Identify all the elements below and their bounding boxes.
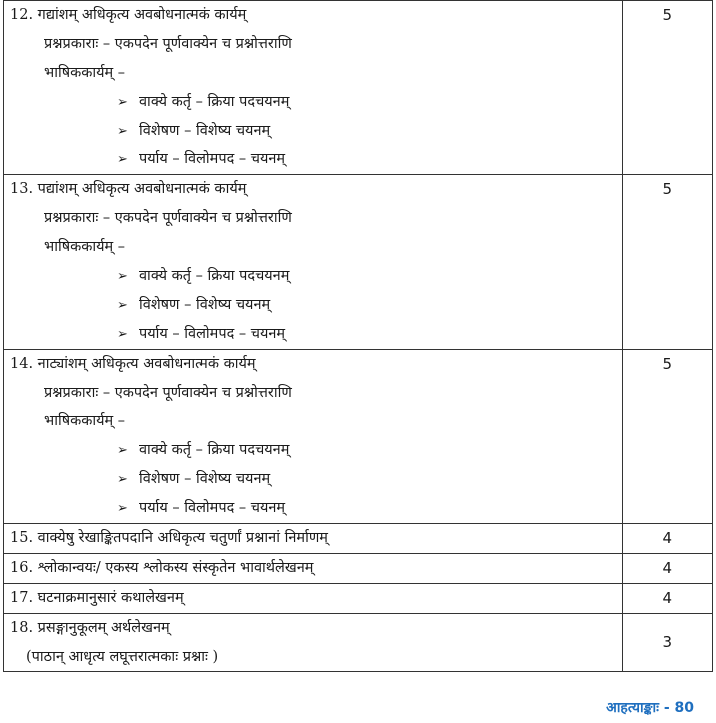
bullet-text: विशेषण – विशेष्य चयनम् [139, 296, 271, 313]
marks-cell [622, 349, 712, 523]
bullet-item [4, 465, 622, 494]
bullet-item [4, 88, 622, 117]
marks-value: 4 [662, 558, 673, 577]
marks-cell [622, 1, 712, 175]
question-types: प्रश्नप्रकाराः – एकपदेन पूर्णवाक्येन च प्रश्नोत्तराणि [44, 210, 292, 227]
section-row-14 [4, 349, 713, 523]
question-types: प्रश्नप्रकाराः – एकपदेन पूर्णवाक्येन च प्रश्नोत्तराणि [44, 384, 292, 401]
bullet-item [4, 117, 622, 146]
marks-value: 5 [662, 354, 673, 373]
arrowhead-bullet-icon: ➢ [117, 443, 128, 459]
section-row-12 [4, 1, 713, 175]
bullet-text: वाक्ये कर्तृ – क्रिया पदचयनम् [139, 268, 290, 285]
arrowhead-bullet-icon: ➢ [117, 269, 128, 285]
marks-value: 3 [662, 633, 673, 652]
bullet-text: विशेषण – विशेष्य चयनम् [139, 122, 271, 139]
section-content [4, 349, 623, 523]
bullet-item [4, 291, 622, 320]
bullet-text: पर्याय – विलोमपद – चयनम् [139, 151, 286, 168]
arrowhead-bullet-icon: ➢ [117, 472, 128, 488]
section-content [4, 175, 623, 349]
bullet-text: वाक्ये कर्तृ – क्रिया पदचयनम् [139, 93, 290, 110]
bullet-item [4, 494, 622, 523]
language-work: भाषिककार्यम् – [44, 64, 126, 81]
syllabus-table [3, 0, 713, 672]
section-title: 14. नाट्यांशम् अधिकृत्य अवबोधनात्मकं कार्यम् [10, 355, 256, 372]
bullet-text: विशेषण – विशेष्य चयनम् [139, 471, 271, 488]
arrowhead-bullet-icon: ➢ [117, 152, 128, 168]
question-types: प्रश्नप्रकाराः – एकपदेन पूर्णवाक्येन च प्रश्नोत्तराणि [44, 35, 292, 52]
marks-cell [622, 175, 712, 349]
bullet-text: वाक्ये कर्तृ – क्रिया पदचयनम् [139, 442, 290, 459]
row-text: 17. घटनाक्रमानुसारं कथालेखनम् [10, 589, 184, 606]
table-row-18 [4, 613, 713, 672]
row-text-cell [4, 583, 623, 613]
marks-value: 5 [662, 180, 673, 199]
section-row-13 [4, 175, 713, 349]
row-text-cell [4, 524, 623, 554]
bullet-item [4, 320, 622, 349]
row-note: (पाठान् आधृत्य लघूत्तरात्मकाः प्रश्नाः ) [26, 648, 219, 665]
bullet-item [4, 145, 622, 174]
row-text: 18. प्रसङ्गानुकूलम् अर्थलेखनम् [10, 619, 170, 636]
section-content [4, 1, 623, 175]
marks-value: 5 [662, 6, 673, 24]
bullet-item [4, 262, 622, 291]
language-work: भाषिककार्यम् – [44, 239, 126, 256]
arrowhead-bullet-icon: ➢ [117, 123, 128, 139]
language-work: भाषिककार्यम् – [44, 413, 126, 430]
marks-value: 4 [662, 529, 673, 548]
arrowhead-bullet-icon: ➢ [117, 326, 128, 342]
marks-cell [622, 553, 712, 583]
marks-cell [622, 583, 712, 613]
section-title: 12. गद्यांशम् अधिकृत्य अवबोधनात्मकं कार्यम् [10, 7, 247, 23]
arrowhead-bullet-icon: ➢ [117, 94, 128, 110]
row-text-cell [4, 613, 623, 672]
marks-cell [622, 524, 712, 554]
bullet-text: पर्याय – विलोमपद – चयनम् [139, 500, 286, 517]
marks-value: 4 [662, 588, 673, 607]
table-row [4, 583, 713, 613]
marks-cell [622, 613, 712, 672]
row-text: 15. वाक्येषु रेखाङ्कितपदानि अधिकृत्य चतुर्णां प्रश्नानां निर्माणम् [10, 530, 328, 547]
row-text: 16. श्लोकान्वयः/ एकस्य श्लोकस्य संस्कृतेन भावार्थलेखनम् [10, 559, 314, 576]
arrowhead-bullet-icon: ➢ [117, 501, 128, 517]
arrowhead-bullet-icon: ➢ [117, 297, 128, 313]
total-marks: आहत्याङ्काः - 80 [606, 700, 694, 716]
row-text-cell [4, 553, 623, 583]
section-title: 13. पद्यांशम् अधिकृत्य अवबोधनात्मकं कार्यम् [10, 181, 247, 198]
table-row [4, 553, 713, 583]
bullet-text: पर्याय – विलोमपद – चयनम् [139, 325, 286, 342]
bullet-item [4, 436, 622, 465]
table-row [4, 524, 713, 554]
